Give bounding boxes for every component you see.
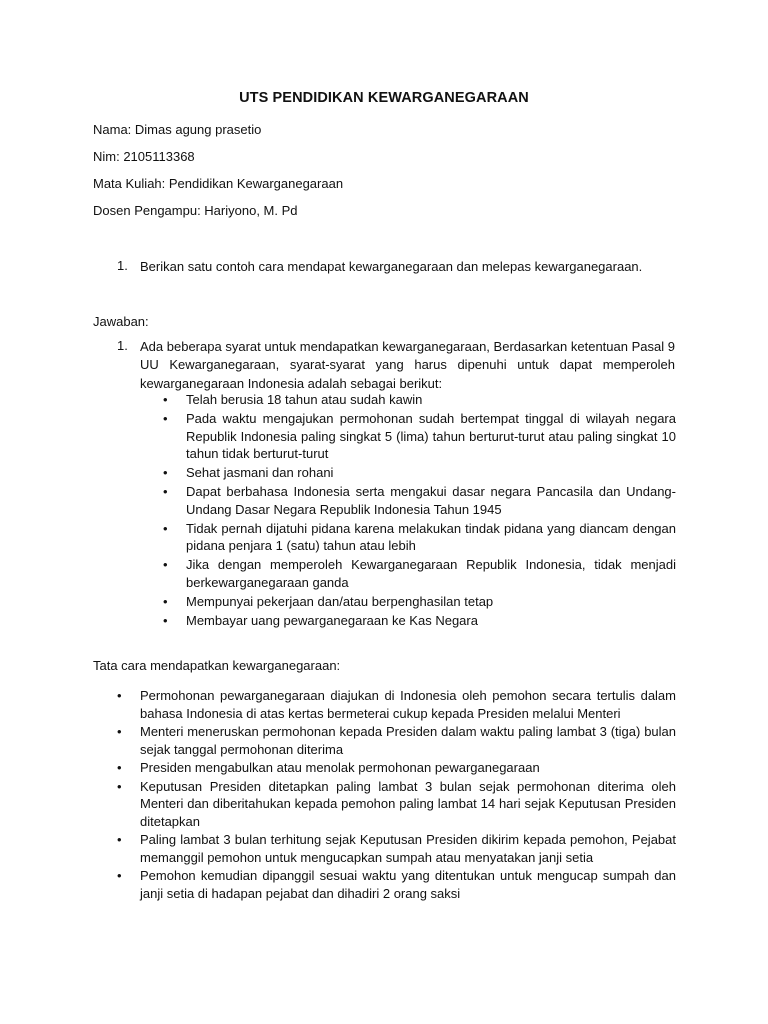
bullet-icon: • bbox=[163, 484, 168, 499]
document-title: UTS PENDIDIKAN KEWARGANEGARAAN bbox=[239, 90, 529, 106]
bullet-icon: • bbox=[163, 465, 168, 480]
procedure-list bbox=[117, 687, 676, 903]
list-item-text: Paling lambat 3 bulan terhitung sejak Keputusan Presiden dikirim kepada pemohon, Pejabat memanggil pemohon untuk mengucapkan sumpah atau menyatakan janji setia bbox=[140, 832, 676, 865]
list-item bbox=[163, 464, 676, 482]
requirements-list bbox=[163, 391, 676, 631]
bullet-icon: • bbox=[163, 557, 168, 572]
student-nim: Nim: 2105113368 bbox=[93, 149, 195, 164]
list-item-text: Mempunyai pekerjaan dan/atau berpenghasilan tetap bbox=[186, 593, 494, 609]
list-item-text: Membayar uang pewarganegaraan ke Kas Negara bbox=[186, 612, 478, 628]
list-item-text: Dapat berbahasa Indonesia serta mengakui dasar negara Pancasila dan Undang-Undang Dasar Negara Republik Indonesia Tahun 1945 bbox=[186, 484, 676, 517]
list-item bbox=[163, 483, 676, 518]
list-item-text: Tidak pernah dijatuhi pidana karena melakukan tindak pidana yang diancam dengan pidana penjara 1 (satu) tahun atau lebih bbox=[186, 520, 676, 553]
list-item bbox=[117, 759, 676, 777]
list-item bbox=[117, 831, 676, 866]
bullet-icon: • bbox=[117, 868, 122, 883]
bullet-icon: • bbox=[117, 724, 122, 739]
list-item bbox=[163, 556, 676, 591]
bullet-icon: • bbox=[163, 612, 168, 628]
list-item bbox=[117, 867, 676, 902]
list-item-text: Sehat jasmani dan rohani bbox=[186, 465, 334, 480]
list-item-text: Permohonan pewarganegaraan diajukan di Indonesia oleh pemohon secara tertulis dalam bahasa Indonesia di atas kertas bermeterai cukup kepada Presiden melalui Menteri bbox=[140, 688, 676, 721]
list-item-text: Pada waktu mengajukan permohonan sudah bertempat tinggal di wilayah negara Republik Indonesia paling singkat 5 (lima) tahun berturut-turut atau paling singkat 10 tahun tidak berturut-turut bbox=[186, 411, 676, 461]
student-name: Nama: Dimas agung prasetio bbox=[93, 122, 262, 137]
bullet-icon: • bbox=[163, 593, 168, 609]
list-item-text: Presiden mengabulkan atau menolak permohonan pewarganegaraan bbox=[140, 760, 540, 775]
list-item-text: Pemohon kemudian dipanggil sesuai waktu yang ditentukan untuk mengucap sumpah dan janji setia di hadapan pejabat dan dihadiri 2 orang saksi bbox=[140, 868, 676, 901]
answer-intro: Ada beberapa syarat untuk mendapatkan kewarganegaraan, Berdasarkan ketentuan Pasal 9 UU Kewarganegaraan, syarat-syarat yang harus dipenuhi untuk dapat memperoleh kewarganegaraan Indonesia adalah sebagai berikut: bbox=[140, 339, 675, 391]
bullet-icon: • bbox=[117, 760, 122, 775]
list-item bbox=[163, 593, 676, 611]
list-item bbox=[163, 612, 676, 630]
question-number: 1. bbox=[117, 258, 128, 273]
procedure-heading: Tata cara mendapatkan kewarganegaraan: bbox=[93, 658, 341, 673]
list-item-text: Keputusan Presiden ditetapkan paling lambat 3 bulan sejak permohonan diterima oleh Menteri dan diberitahukan kepada pemohon paling lambat 14 hari sejak Keputusan Presiden ditetapkan bbox=[140, 778, 676, 829]
list-item bbox=[163, 520, 676, 555]
answer-number: 1. bbox=[117, 338, 128, 353]
list-item bbox=[117, 778, 676, 831]
list-item bbox=[163, 391, 676, 409]
question-text: Berikan satu contoh cara mendapat kewarganegaraan dan melepas kewarganegaraan. bbox=[140, 259, 643, 274]
list-item bbox=[163, 410, 676, 463]
answer-label: Jawaban: bbox=[93, 314, 149, 329]
lecturer-name: Dosen Pengampu: Hariyono, M. Pd bbox=[93, 203, 298, 218]
list-item-text: Telah berusia 18 tahun atau sudah kawin bbox=[186, 392, 423, 407]
list-item bbox=[117, 687, 676, 722]
bullet-icon: • bbox=[117, 778, 122, 794]
list-item-text: Menteri meneruskan permohonan kepada Presiden dalam waktu paling lambat 3 (tiga) bulan sejak tanggal permohonan diterima bbox=[140, 724, 676, 757]
bullet-icon: • bbox=[117, 832, 122, 847]
bullet-icon: • bbox=[163, 520, 168, 536]
course-name: Mata Kuliah: Pendidikan Kewarganegaraan bbox=[93, 176, 344, 191]
list-item bbox=[117, 723, 676, 758]
bullet-icon: • bbox=[117, 688, 122, 703]
bullet-icon: • bbox=[163, 392, 168, 407]
list-item-text: Jika dengan memperoleh Kewarganegaraan Republik Indonesia, tidak menjadi berkewarganegaraan ganda bbox=[186, 557, 676, 590]
bullet-icon: • bbox=[163, 411, 168, 426]
